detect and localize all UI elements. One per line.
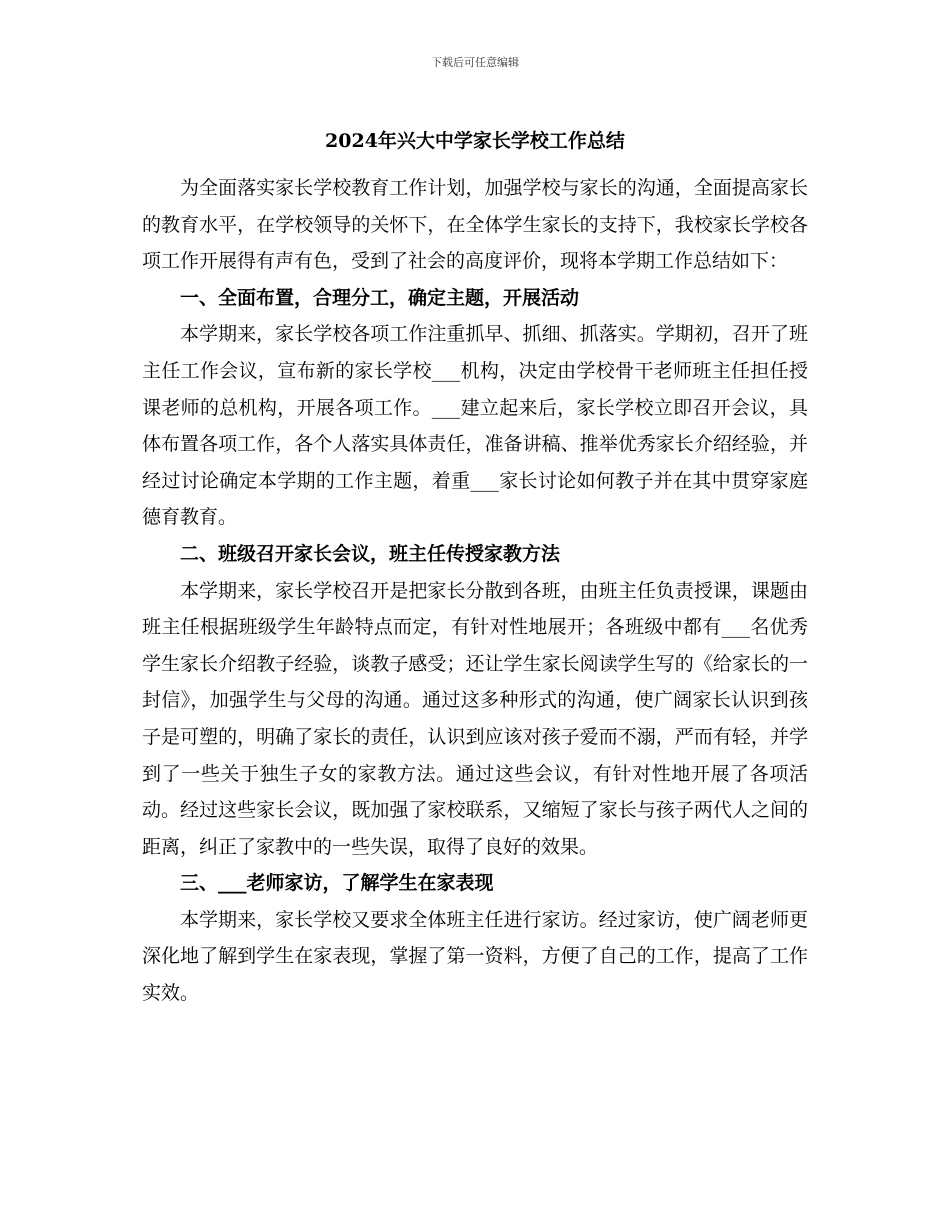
section-paragraph-2: 本学期来，家长学校召开是把家长分散到各班，由班主任负责授课，课题由班主任根据班级学生年龄特点而定，有针对性地展开；各班级中都有___名优秀学生家长介绍教子经验，谈教子感受；还让学生家长阅读学生写的《给家长的一封信》，加强学生与父母的沟通。通过这多种形式的沟通，使广阔家长认识到孩子是可塑的，明确了家长的责任，认识到应该对孩子爱而不溺，严而有轻，并学到了一些关于独生子女的家教方法。通过这些会议，有针对性地开展了各项活动。经过这些家长会议，既加强了家校联系，又缩短了家长与孩子两代人之间的距离，纠正了家教中的一些失误，取得了良好的效果。: [142, 579, 808, 858]
section-heading-3: 三、___老师家访，了解学生在家表现: [180, 872, 494, 895]
section-heading-1: 一、全面布置，合理分工，确定主题，开展活动: [180, 286, 580, 309]
section-heading-2: 二、班级召开家长会议，班主任传授家教方法: [180, 542, 561, 565]
document-title: 2024年兴大中学家长学校工作总结: [325, 130, 625, 152]
section-paragraph-1: 本学期来，家长学校各项工作注重抓早、抓细、抓落实。学期初，召开了班主任工作会议，宣布新的家长学校___机构，决定由学校骨干老师班主任担任授课老师的总机构，开展各项工作。___建立起来后，家长学校立即召开会议，具体布置各项工作，各个人落实具体责任，准备讲稿、推举优秀家长介绍经验，并经过讨论确定本学期的工作主题，着重___家长讨论如何教子并在其中贯穿家庭德育教育。: [142, 323, 808, 529]
document-body: [142, 170, 808, 1012]
section-paragraph-3: 本学期来，家长学校又要求全体班主任进行家访。经过家访，使广阔老师更深化地了解到学生在家表现，掌握了第一资料，方便了自己的工作，提高了工作实效。: [142, 908, 808, 1005]
header-note: 下载后可任意编辑: [431, 56, 519, 69]
intro-paragraph: 为全面落实家长学校教育工作计划，加强学校与家长的沟通，全面提高家长的教育水平，在学校领导的关怀下，在全体学生家长的支持下，我校家长学校各项工作开展得有声有色，受到了社会的高度评价，现将本学期工作总结如下：: [142, 177, 808, 273]
